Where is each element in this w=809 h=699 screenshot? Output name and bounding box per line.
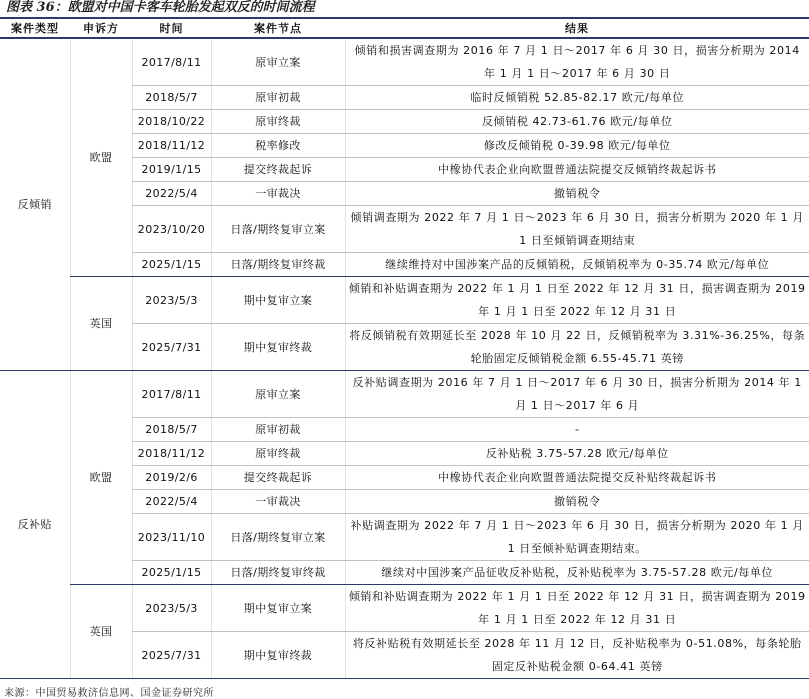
- node-cell: 税率修改: [211, 134, 345, 158]
- node-cell: 原审初裁: [211, 418, 345, 442]
- node-cell: 日落/期终复审立案: [211, 514, 345, 561]
- node-cell: 原审立案: [211, 38, 345, 86]
- complainant-cell: 欧盟: [70, 38, 132, 277]
- complainant-cell: 英国: [70, 277, 132, 371]
- result-cell: 倾销和补贴调查期为 2022 年 1 月 1 日至 2022 年 12 月 31 日，损害调查期为 2019 年 1 月 1 日至 2022 年 12 月 31 日: [345, 585, 809, 632]
- date-cell: 2025/1/15: [132, 253, 211, 277]
- complainant-cell: 欧盟: [70, 371, 132, 585]
- table-row: [0, 277, 809, 324]
- date-cell: 2022/5/4: [132, 490, 211, 514]
- table-row: [0, 371, 809, 418]
- date-cell: 2025/7/31: [132, 632, 211, 679]
- date-cell: 2017/8/11: [132, 371, 211, 418]
- date-cell: 2018/5/7: [132, 86, 211, 110]
- node-cell: 一审裁决: [211, 490, 345, 514]
- node-cell: 期中复审终裁: [211, 324, 345, 371]
- result-cell: 中橡协代表企业向欧盟普通法院提交反补贴终裁起诉书: [345, 466, 809, 490]
- date-cell: 2018/11/12: [132, 442, 211, 466]
- date-cell: 2018/11/12: [132, 134, 211, 158]
- result-cell: 临时反倾销税 52.85-82.17 欧元/每单位: [345, 86, 809, 110]
- node-cell: 期中复审立案: [211, 585, 345, 632]
- node-cell: 一审裁决: [211, 182, 345, 206]
- result-cell: 反补贴调查期为 2016 年 7 月 1 日～2017 年 6 月 30 日，损害分析期为 2014 年 1 月 1 日～2017 年 6 月: [345, 371, 809, 418]
- node-cell: 提交终裁起诉: [211, 158, 345, 182]
- node-cell: 日落/期终复审立案: [211, 206, 345, 253]
- result-cell: 倾销调查期为 2022 年 7 月 1 日～2023 年 6 月 30 日，损害分析期为 2020 年 1 月 1 日至倾销调查期结束: [345, 206, 809, 253]
- node-cell: 原审终裁: [211, 110, 345, 134]
- table-row: [0, 38, 809, 86]
- node-cell: 日落/期终复审终裁: [211, 561, 345, 585]
- result-cell: 倾销和补贴调查期为 2022 年 1 月 1 日至 2022 年 12 月 31 日，损害调查期为 2019 年 1 月 1 日至 2022 年 12 月 31 日: [345, 277, 809, 324]
- node-cell: 日落/期终复审终裁: [211, 253, 345, 277]
- date-cell: 2023/5/3: [132, 277, 211, 324]
- header-case-type: 案件类型: [0, 19, 70, 38]
- date-cell: 2022/5/4: [132, 182, 211, 206]
- date-cell: 2023/10/20: [132, 206, 211, 253]
- node-cell: 原审终裁: [211, 442, 345, 466]
- result-cell: 反倾销税 42.73-61.76 欧元/每单位: [345, 110, 809, 134]
- complainant-cell: 英国: [70, 585, 132, 679]
- table-body: [0, 38, 809, 679]
- case-type-cell: 反倾销: [0, 38, 70, 371]
- date-cell: 2018/5/7: [132, 418, 211, 442]
- result-cell: 中橡协代表企业向欧盟普通法院提交反倾销终裁起诉书: [345, 158, 809, 182]
- node-cell: 提交终裁起诉: [211, 466, 345, 490]
- result-cell: 继续对中国涉案产品征收反补贴税，反补贴税率为 3.75-57.28 欧元/每单位: [345, 561, 809, 585]
- table-row: [0, 585, 809, 632]
- node-cell: 原审初裁: [211, 86, 345, 110]
- node-cell: 期中复审立案: [211, 277, 345, 324]
- date-cell: 2017/8/11: [132, 38, 211, 86]
- result-cell: 将反倾销税有效期延长至 2028 年 10 月 22 日，反倾销税率为 3.31%-36.25%，每条轮胎固定反倾销税金额 6.55-45.71 英镑: [345, 324, 809, 371]
- result-cell: 修改反倾销税 0-39.98 欧元/每单位: [345, 134, 809, 158]
- timeline-table: [0, 19, 809, 679]
- date-cell: 2025/7/31: [132, 324, 211, 371]
- header-date: 时间: [132, 19, 211, 38]
- table-header-row: [0, 19, 809, 38]
- case-type-cell: 反补贴: [0, 371, 70, 679]
- result-cell: 补贴调查期为 2022 年 7 月 1 日～2023 年 6 月 30 日，损害分析期为 2020 年 1 月 1 日至倾补贴调查期结束。: [345, 514, 809, 561]
- date-cell: 2019/1/15: [132, 158, 211, 182]
- date-cell: 2019/2/6: [132, 466, 211, 490]
- date-cell: 2023/5/3: [132, 585, 211, 632]
- header-complainant: 申诉方: [70, 19, 132, 38]
- date-cell: 2023/11/10: [132, 514, 211, 561]
- result-cell: 撤销税令: [345, 182, 809, 206]
- result-cell: 继续维持对中国涉案产品的反倾销税，反倾销税率为 0-35.74 欧元/每单位: [345, 253, 809, 277]
- date-cell: 2018/10/22: [132, 110, 211, 134]
- header-result: 结果: [345, 19, 809, 38]
- header-node: 案件节点: [211, 19, 345, 38]
- source-note: 来源：中国贸易救济信息网、国金证券研究所: [4, 688, 214, 699]
- node-cell: 原审立案: [211, 371, 345, 418]
- result-cell: 倾销和损害调查期为 2016 年 7 月 1 日～2017 年 6 月 30 日，损害分析期为 2014 年 1 月 1 日～2017 年 6 月 30 日: [345, 38, 809, 86]
- result-cell: 将反补贴税有效期延长至 2028 年 11 月 12 日，反补贴税率为 0-51.08%，每条轮胎固定反补贴税金额 0-64.41 英镑: [345, 632, 809, 679]
- figure-title: 图表 36：欧盟对中国卡客车轮胎发起双反的时间流程: [6, 0, 315, 15]
- result-cell: 撤销税令: [345, 490, 809, 514]
- result-cell: 反补贴税 3.75-57.28 欧元/每单位: [345, 442, 809, 466]
- date-cell: 2025/1/15: [132, 561, 211, 585]
- node-cell: 期中复审终裁: [211, 632, 345, 679]
- result-cell: -: [345, 418, 809, 442]
